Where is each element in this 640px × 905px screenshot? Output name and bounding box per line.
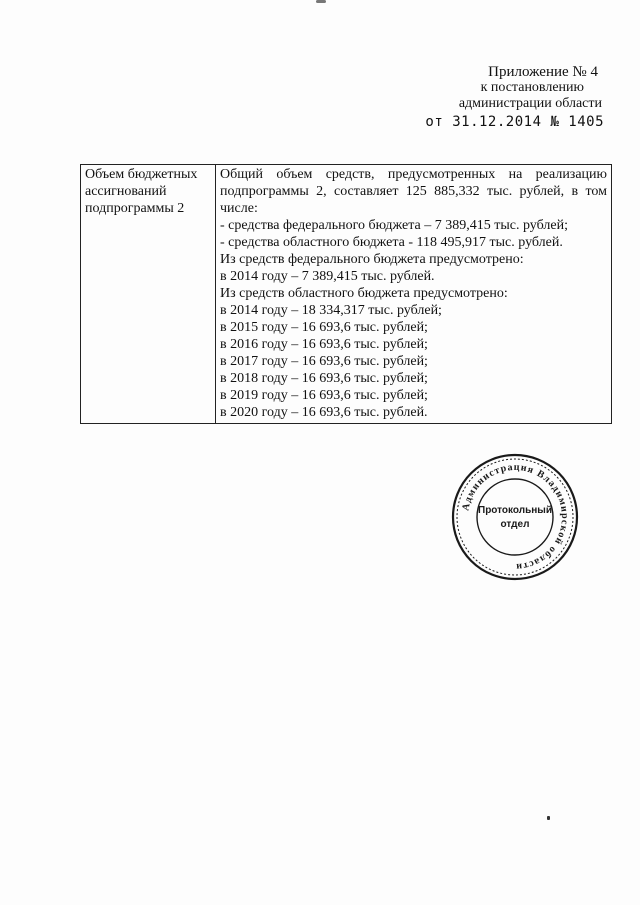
stamp-center-line-2: отдел [500, 519, 530, 530]
official-stamp [450, 452, 580, 582]
content-line: Из средств федерального бюджета предусмотрено: [220, 252, 524, 267]
content-line: в 2016 году – 16 693,6 тыс. рублей; [220, 337, 428, 352]
label-line: ассигнований [85, 184, 167, 199]
content-line: Общий объем средств, предусмотренных на реализацию [220, 167, 607, 182]
administration-line: администрации области [458, 96, 602, 111]
label-line: Объем бюджетных [85, 167, 198, 182]
content-line: подпрограммы 2, составляет 125 885,332 тыс. рублей, в том [220, 184, 607, 199]
scan-mark [316, 0, 326, 3]
content-line: в 2017 году – 16 693,6 тыс. рублей; [220, 354, 428, 369]
stamp-outer-ring [453, 455, 577, 579]
content-cell [216, 165, 612, 424]
content-line: - средства федерального бюджета – 7 389,415 тыс. рублей; [220, 218, 568, 233]
content-line: Из средств областного бюджета предусмотрено: [220, 286, 508, 301]
content-line: - средства областного бюджета - 118 495,917 тыс. рублей. [220, 235, 563, 250]
budget-table [80, 164, 612, 424]
to-decree-line: к постановлению [480, 80, 584, 95]
label-line: подпрограммы 2 [85, 201, 185, 216]
scan-dot [547, 816, 550, 820]
stamp-center-line-1: Протокольный [478, 505, 552, 516]
content-line: в 2015 году – 16 693,6 тыс. рублей; [220, 320, 428, 335]
appendix-title: Приложение № 4 [488, 64, 598, 80]
decree-date-number: от 31.12.2014 № 1405 [425, 114, 604, 130]
content-line: в 2014 году – 7 389,415 тыс. рублей. [220, 269, 435, 284]
appendix-header [384, 64, 604, 130]
content-line: в 2018 году – 16 693,6 тыс. рублей; [220, 371, 428, 386]
table-row [81, 165, 612, 424]
content-line: числе: [220, 201, 258, 216]
content-line: в 2014 году – 18 334,317 тыс. рублей; [220, 303, 442, 318]
content-line: в 2020 году – 16 693,6 тыс. рублей. [220, 405, 428, 420]
label-cell [81, 165, 216, 424]
stamp-ring-text: Администрация Владимирской области [460, 461, 571, 573]
stamp-inner-ring [477, 479, 553, 555]
content-line: в 2019 году – 16 693,6 тыс. рублей; [220, 388, 428, 403]
stamp-dotted-ring [457, 459, 573, 575]
